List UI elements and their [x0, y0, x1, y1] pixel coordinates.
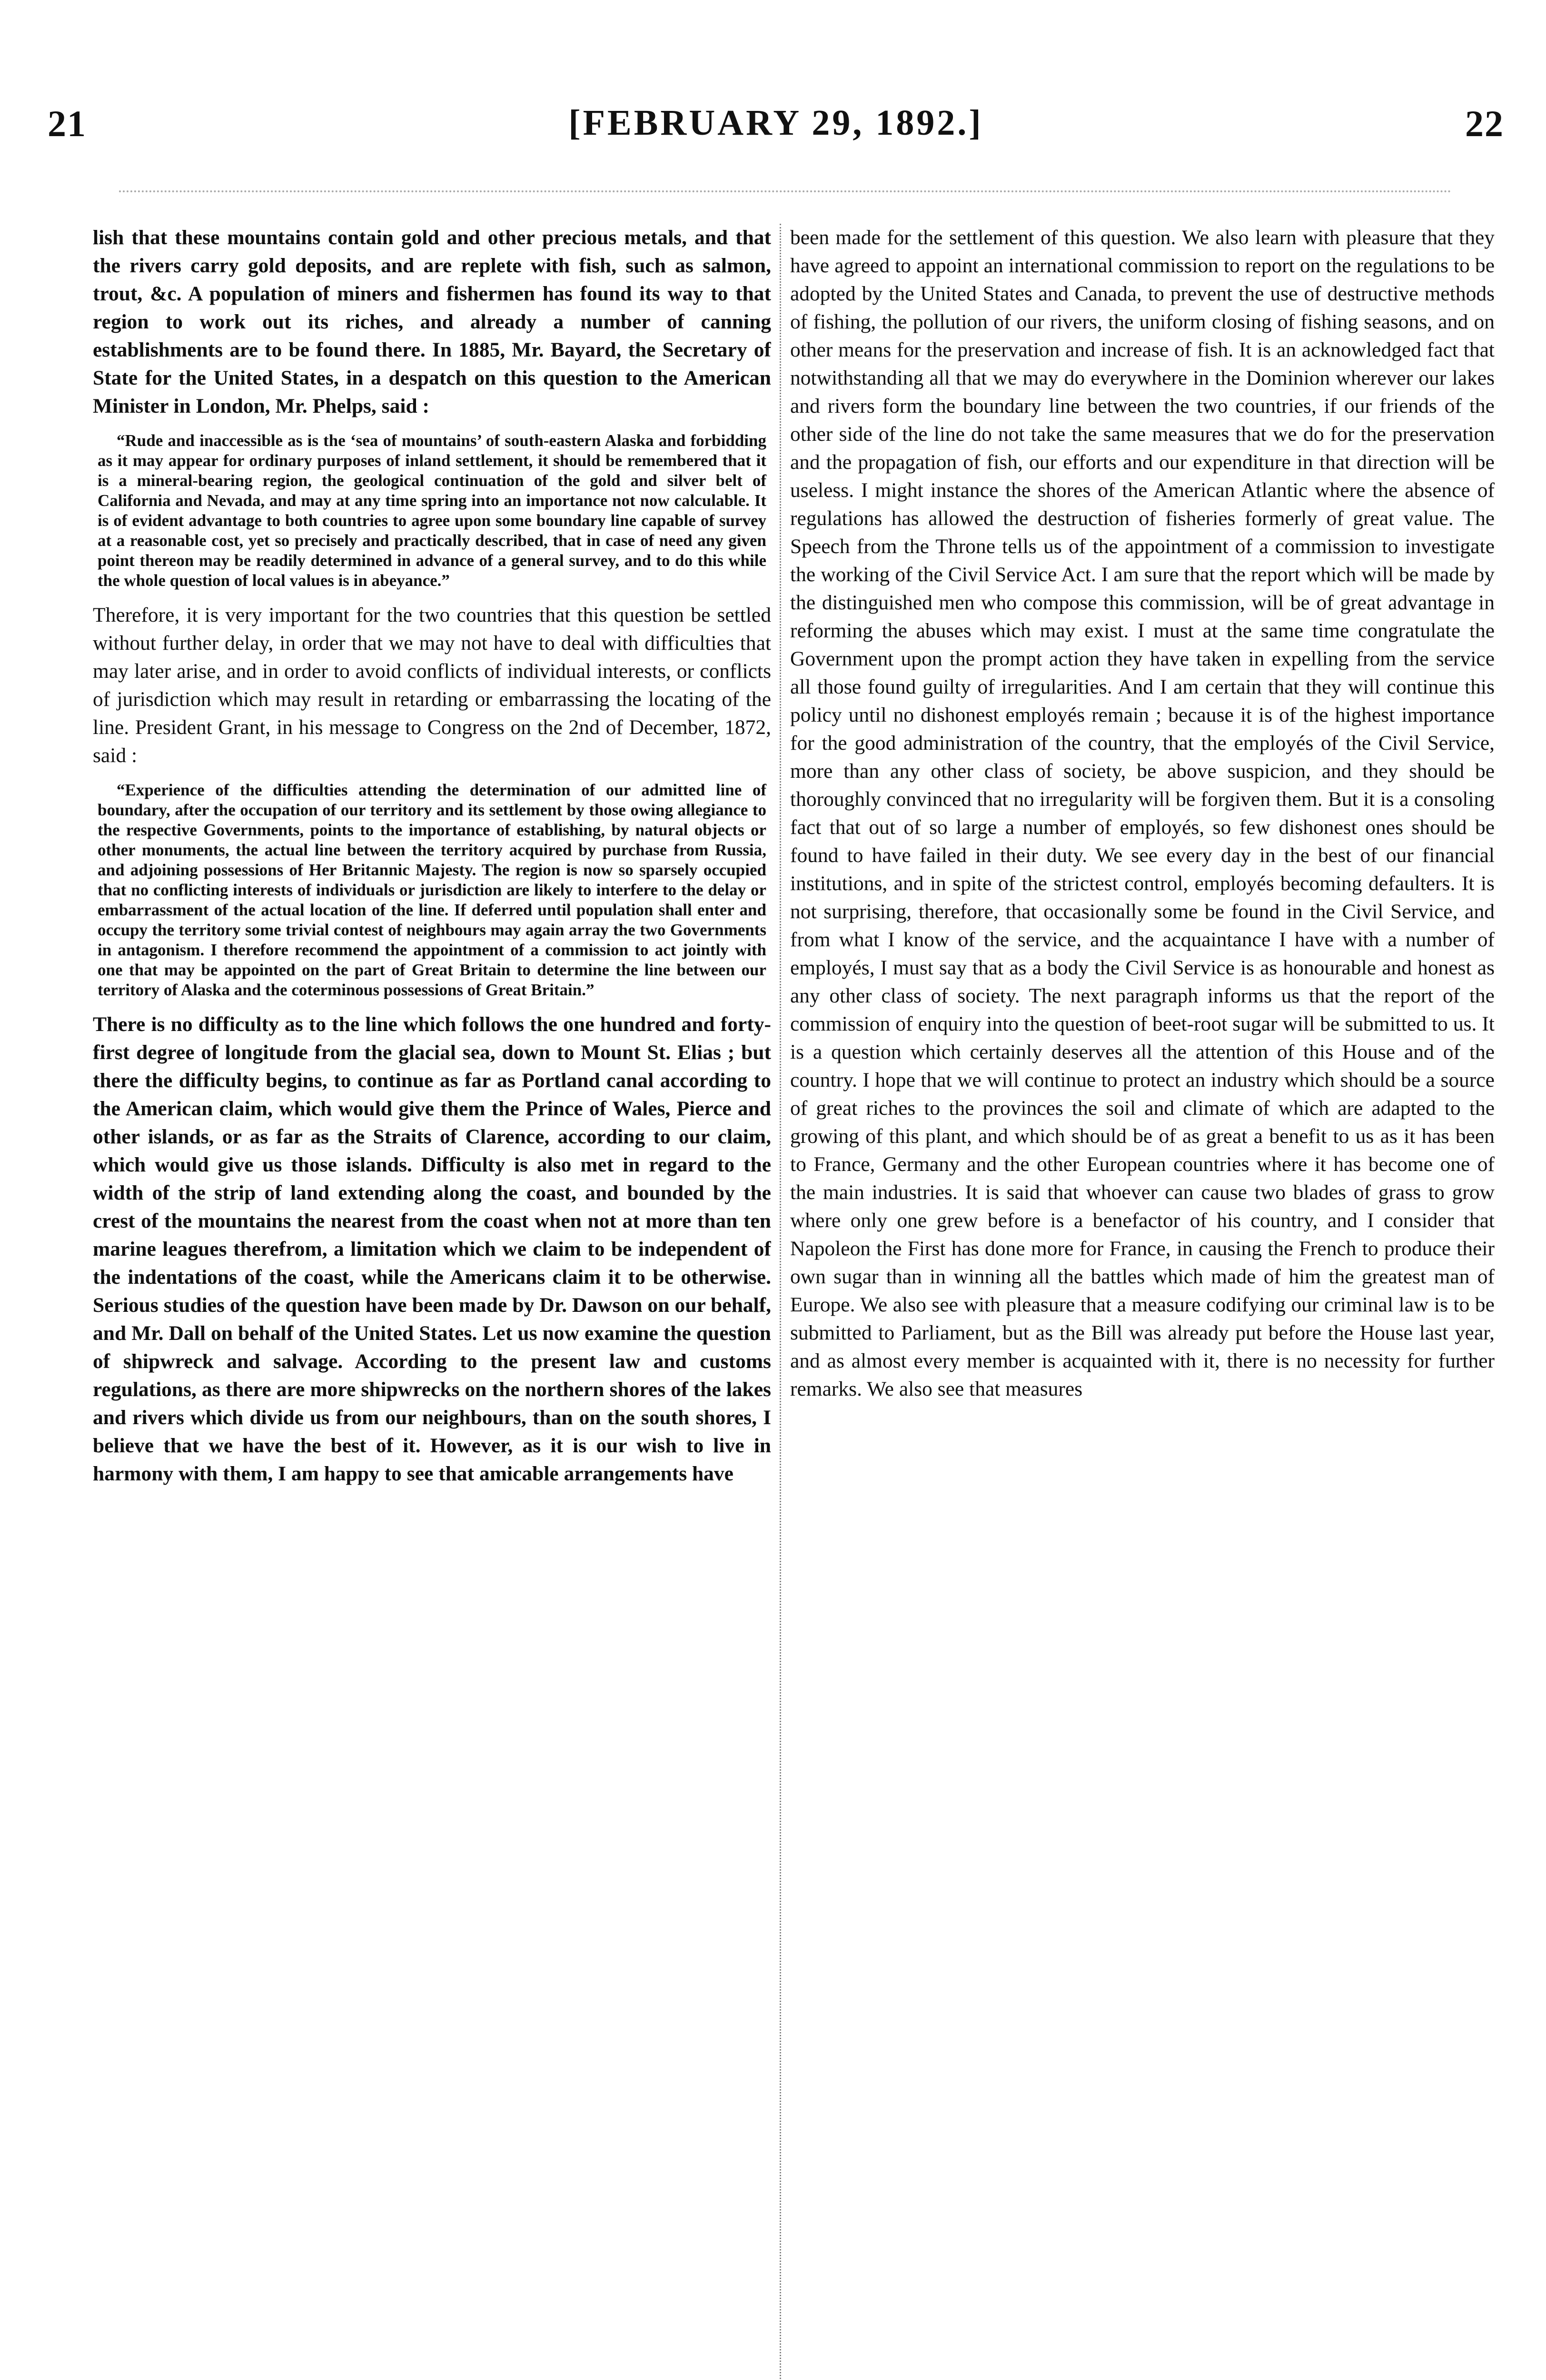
column-divider [780, 224, 781, 2380]
quote-bayard-text: “Rude and inaccessible as is the ‘sea of mountains’ of south-eastern Alaska and forbidding as it may appear for ordinary purposes of inland settlement, it should be remembered that it is a mineral-bearing region, the geological continuation of the gold and silver belt of California and Nevada, and may at any time spring into an importance not now calculable. It is of evident advantage to both countries to agree upon some boundary line capable of survey at a reasonable cost, yet so precisely and practically described, that in case of need any given point thereon may be readily determined in advance of a general survey, and to do this while the whole question of local values is in abeyance.” [98, 431, 766, 590]
left-paragraph-1: lish that these mountains contain gold and other precious metals, and that the rivers carry gold deposits, and are replete with fish, such as salmon, trout, &c. A population of miners and fishermen has found its way to that region to work out its riches, and already a number of canning establishments are to be found there. In 1885, Mr. Bayard, the Secretary of State for the United States, in a despatch on this question to the American Minister in London, Mr. Phelps, said : [93, 226, 771, 417]
right-page-number: 22 [1465, 103, 1504, 144]
right-column [790, 224, 1495, 2380]
issue-date: [FEBRUARY 29, 1892.] [568, 103, 983, 143]
left-quote-bayard [98, 431, 766, 591]
quote-grant-text: “Experience of the difficulties attending the determination of our admitted line of boundary, after the occupation of our territory and its settlement by those owing allegiance to the respective Governments, points to the importance of establishing, by natural objects or other monuments, the actual line between the territory acquired by purchase from Russia, and adjoining possessions of Her Britannic Majesty. The region is now so sparsely occupied that no conflicting interests of individuals or jurisdiction are likely to interfere to the delay or embarrassment of the actual location of the line. If deferred until population shall enter and occupy the territory some trivial contest of neighbours may again array the two Governments in antagonism. I therefore recommend the appointment of a commission to act jointly with one that may be appointed on the part of Great Britain to determine the line between our territory of Alaska and the coterminous possessions of Great Britain.” [98, 781, 766, 999]
left-column [93, 224, 771, 2380]
page-header [48, 102, 1504, 159]
left-paragraph-2: Therefore, it is very important for the two countries that this question be settled without further delay, in order that we may not have to deal with difficulties that may later arise, and in order to avoid conflicts of individual interests, or conflicts of jurisdiction which may result in retarding or embarrassing the locating of the line. President Grant, in his message to Congress on the 2nd of December, 1872, said : [93, 604, 771, 767]
left-paragraph-3: There is no difficulty as to the line which follows the one hundred and forty-first degree of longitude from the glacial sea, down to Mount St. Elias ; but there the difficulty begins, to continue as far as Portland canal according to the American claim, which would give them the Prince of Wales, Pierce and other islands, or as far as the Straits of Clarence, according to our claim, which would give us those islands. Difficulty is also met in regard to the width of the strip of land extending along the coast, and bounded by the crest of the mountains the nearest from the coast when not at more than ten marine leagues therefrom, a limitation which we claim to be independent of the indentations of the coast, while the Americans claim it to be otherwise. Serious studies of the question have been made by Dr. Dawson on our behalf, and Mr. Dall on behalf of the United States. Let us now examine the question of shipwreck and salvage. According to the present law and customs regulations, as there are more shipwrecks on the northern shores of the lakes and rivers which divide us from our neighbours, than on the south shores, I believe that we have the best of it. However, as it is our wish to live in harmony with them, I am happy to see that amicable arrangements have [93, 1013, 771, 1485]
right-paragraph-1: been made for the settlement of this question. We also learn with pleasure that they have agreed to appoint an international commission to report on the regulations to be adopted by the United States and Canada, to prevent the use of destructive methods of fishing, the pollution of our rivers, the uniform closing of fishing seasons, and on other means for the preservation and increase of fish. It is an acknowledged fact that notwithstanding all that we may do everywhere in the Dominion wherever our lakes and rivers form the boundary line between the two countries, if our friends of the other side of the line do not take the same measures that we do for the preservation and the propagation of fish, our efforts and our expenditure in that direction will be useless. I might instance the shores of the American Atlantic where the absence of regulations has allowed the destruction of fisheries formerly of great value. The Speech from the Throne tells us of the appointment of a commission to investigate the working of the Civil Service Act. I am sure that the report which will be made by the distinguished men who compose this commission, will be of great advantage in reforming the abuses which may exist. I must at the same time congratulate the Government upon the prompt action they have taken in expelling from the service all those found guilty of irregularities. And I am certain that they will continue this policy until no dishonest employés remain ; because it is of the highest importance for the good administration of the country, that the employés of the Civil Service, more than any other class of society, be above suspicion, and they should be thoroughly convinced that no irregularity will be forgiven them. But it is a consoling fact that out of so large a number of employés, so few dishonest ones should be found to have failed in their duty. We see every day in the best of our financial institutions, and in spite of the strictest control, employés becoming defaulters. It is not surprising, therefore, that occasionally some be found in the Civil Service, and from what I know of the service, and the acquaintance I have with a number of employés, I must say that as a body the Civil Service is as honourable and honest as any other class of society. The next paragraph informs us that the report of the commission of enquiry into the question of beet-root sugar will be submitted to us. It is a question which certainly deserves all the attention of this House and of the country. I hope that we will continue to protect an industry which should be a source of great riches to the provinces the soil and climate of which are adapted to the growing of this plant, and which should be of as great a benefit to us as it has been to France, Germany and the other European countries where it has become one of the main industries. It is said that whoever can cause two blades of grass to grow where only one grew before is a benefactor of his country, and I consider that Napoleon the First has done more for France, in causing the French to produce their own sugar than in winning all the battles which made of him the greatest man of Europe. We also see with pleasure that a measure codifying our criminal law is to be submitted to Parliament, but as the Bill was already put before the House last year, and as almost every member is acquainted with it, there is no necessity for further remarks. We also see that measures [790, 226, 1495, 1400]
header-rule [119, 190, 1452, 192]
left-quote-grant [98, 780, 766, 1000]
left-page-number: 21 [48, 103, 87, 144]
